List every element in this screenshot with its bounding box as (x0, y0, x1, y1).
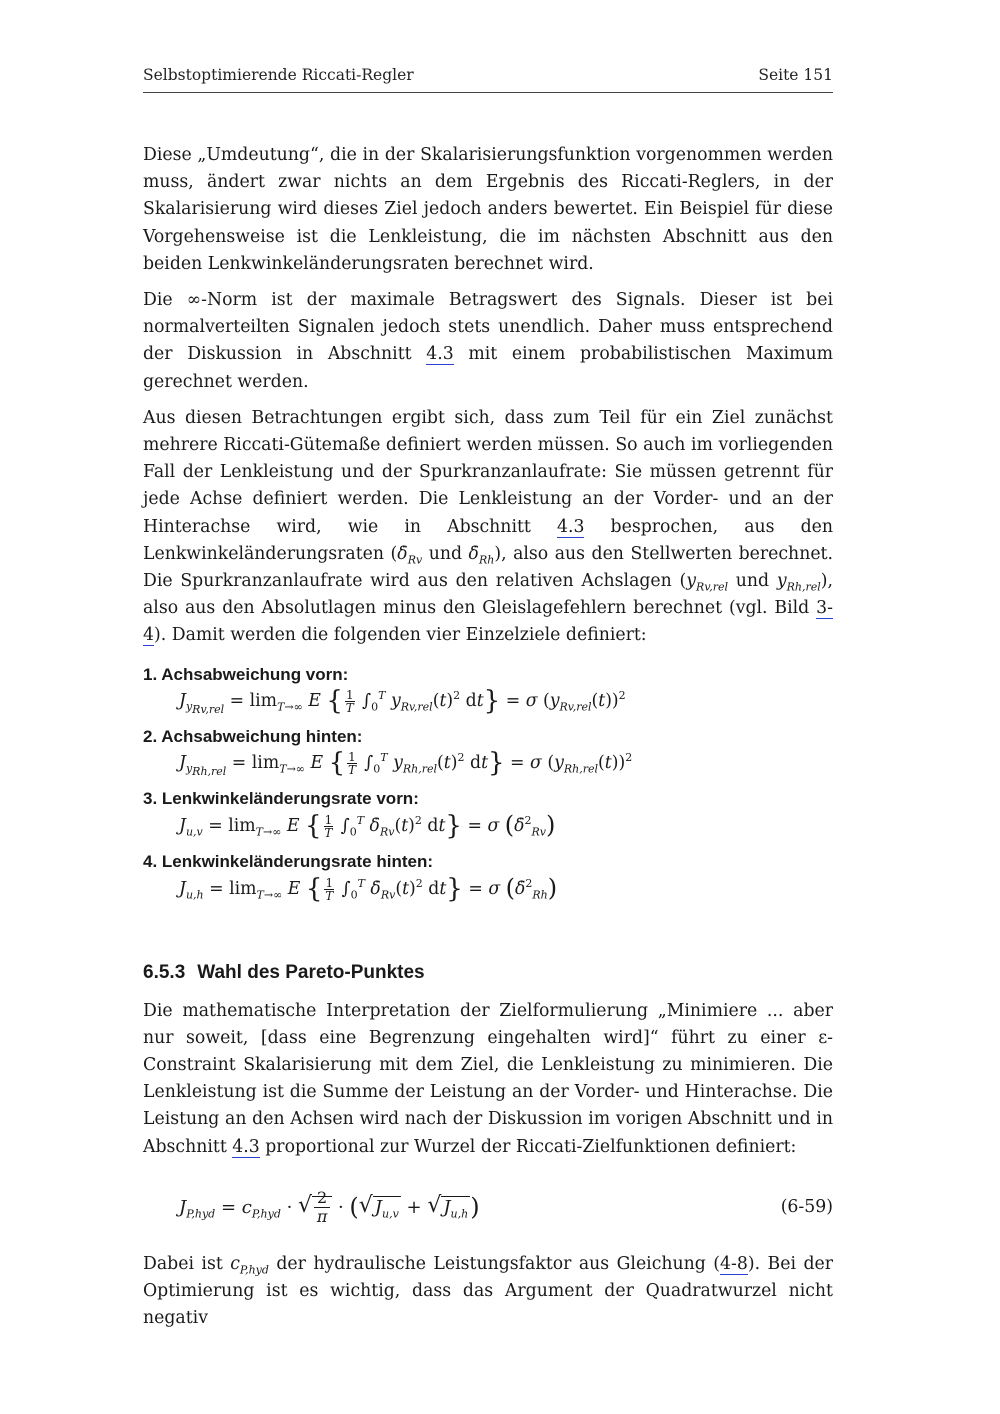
goal-list (143, 664, 833, 904)
section-number: 6.5.3 (143, 961, 186, 983)
paragraph-1: Diese „Umdeutung“, die in der Skalarisierungsfunktion vorgenommen werden muss, ändert zwar nichts an dem Ergebnis des Riccati-Reglers, in der Skalarisierung wird dieses Ziel jedoch anders bewertet. Ein Beispiel für diese Vorgehensweise ist die Lenkleistung, die im nächsten Abschnitt aus den beiden Lenkwinkeländerungsraten berechnet wird. (143, 145, 833, 274)
goal-title: 2. Achsabweichung hinten: (143, 726, 363, 746)
equation-ref-4-8[interactable]: 4-8 (720, 1253, 748, 1274)
goal-title: 1. Achsabweichung vorn: (143, 664, 349, 684)
header-rule (143, 92, 833, 93)
page-number: Seite 151 (758, 66, 833, 84)
goal-item (143, 851, 833, 904)
figure-ref-3-4[interactable]: 3-4 (143, 598, 833, 646)
goal-title: 4. Lenkwinkeländerungsrate hinten: (143, 851, 434, 871)
section-title: Wahl des Pareto-Punktes (197, 961, 425, 983)
math-y-rh-rel: $y_{Rh,rel}$ (776, 571, 821, 594)
math-y-rv-rel: $y_{Rv,rel}$ (686, 571, 729, 594)
paragraph-3 (143, 405, 833, 650)
equation-body: $J_{P,hyd} = c_{P,hyd}$ · √ $\frac{2}{\pi}$ · (√ $J_{u,v}$ + √ $J_{u,h}$) (179, 1187, 480, 1228)
section-ref-4-3[interactable]: 4.3 (556, 516, 585, 537)
goal-item (143, 664, 833, 716)
paragraph-5-text-b: der hydraulische Leistungsfaktor aus Gleichung ( (268, 1253, 721, 1274)
running-header (143, 66, 833, 84)
paragraph-3-text-b: besprochen, aus den Lenkwinkeländerungsraten ( (143, 516, 834, 564)
math-c-p-hyd: $c_{P,hyd}$ (230, 1253, 269, 1277)
paragraph-4-text-a: Die mathematische Interpretation der Zielformulierung „Minimiere ... aber nur soweit, [dass eine Begrenzung eingehalten wird]“ führt zu einer ε-Constraint Skalarisierung mit dem Ziel, die Lenkleistung zu minimieren. Die Lenkleistung ist die Summe der Leistung an der Vorder- und Hinterachse. Die Leistung an den Achsen wird nach der Diskussion im vorigen Abschnitt und in Abschnitt (143, 1000, 833, 1157)
paragraph-5 (143, 1251, 833, 1333)
goal-equation: $J_{u,h} = \lim_{T\to\infty} E$ { $\frac{1}{T}$ $\int_0^T$ $\deltȧ_{Rv}(t)^2$ dt} = σ (δ̇$^2_{Rh}$) (179, 873, 558, 904)
section-ref-4-3[interactable]: 4.3 (232, 1136, 260, 1157)
goal-item (143, 726, 833, 778)
paragraph-2 (143, 287, 833, 396)
paragraph-3-text-e: und (728, 571, 777, 592)
paragraph-2-text-b: mit einem probabilistischen Maximum gerechnet werden. (143, 344, 833, 392)
paragraph-3-text-d: ), also aus den Stellwerten berechnet. Die Spurkranzanlaufrate wird aus den relativen Achslagen ( (143, 543, 833, 592)
math-delta-dot-rh: $\deltȧ_{Rh}$ (468, 543, 495, 567)
goal-equation: $J_{u,v} = \lim_{T\to\infty} E$ { $\frac{1}{T}$ $\int_0^T$ $\deltȧ_{Rv}(t)^2$ dt} = σ (δ̇$^2_{Rv}$) (179, 810, 556, 841)
goal-equation: $J_{y_{Rv,rel}} = \lim_{T\to\infty} E$ { $\frac{1}{T}$ $\int_0^T$ $y_{Rv,rel}(t)^2$ dt} = σ $(y_{Rv,rel}(t))^2$ (179, 685, 626, 717)
paragraph-4 (143, 998, 833, 1161)
math-delta-dot-rv: $\deltȧ_{Rv}$ (397, 543, 423, 567)
paragraph-5-text-c: ). Bei der Optimierung ist es wichtig, dass das Argument der Quadratwurzel nicht negativ (143, 1253, 834, 1329)
paragraph-4-text-b: proportional zur Wurzel der Riccati-Zielfunktionen definiert: (259, 1136, 797, 1157)
equation-number: (6-59) (780, 1196, 833, 1217)
section-ref-4-3[interactable]: 4.3 (426, 344, 454, 365)
paragraph-2-text-a: Die ∞-Norm ist der maximale Betragswert des Signals. Dieser ist bei normalverteilten Signalen jedoch stets unendlich. Daher muss entsprechend der Diskussion in Abschnitt (143, 290, 833, 365)
paragraph-3-text-c: und (422, 543, 469, 564)
goal-equation: $J_{y_{Rh,rel}} = \lim_{T\to\infty} E$ { $\frac{1}{T}$ $\int_0^T$ $y_{Rh,rel}(t)^2$ dt} = σ $(y_{Rh,rel}(t))^2$ (179, 747, 633, 779)
paragraph-3-text-g: ). Damit werden die folgenden vier Einzelziele definiert: (154, 625, 647, 646)
section-heading (143, 962, 833, 984)
paragraph-5-text-a: Dabei ist (143, 1253, 231, 1274)
body-text (143, 142, 833, 1341)
header-title: Selbstoptimierende Riccati-Regler (143, 66, 414, 84)
paragraph-3-text-a: Aus diesen Betrachtungen ergibt sich, dass zum Teil für ein Ziel zunächst mehrere Riccati-Gütemaße definiert werden müssen. So auch im vorliegenden Fall der Lenkleistung und der Spurkranzanlaufrate: Sie müssen getrennt für jede Achse definiert werden. Die Lenkleistung an der Vorder- und an der Hinterachse wird, wie in Abschnitt (143, 407, 833, 537)
paragraph-3-text-f: ), also aus den Absolutlagen minus den Gleislagefehlern berechnet (vgl. Bild (143, 571, 833, 619)
display-equation (143, 1179, 833, 1241)
goal-title: 3. Lenkwinkeländerungsrate vorn: (143, 788, 419, 808)
goal-item (143, 788, 833, 841)
